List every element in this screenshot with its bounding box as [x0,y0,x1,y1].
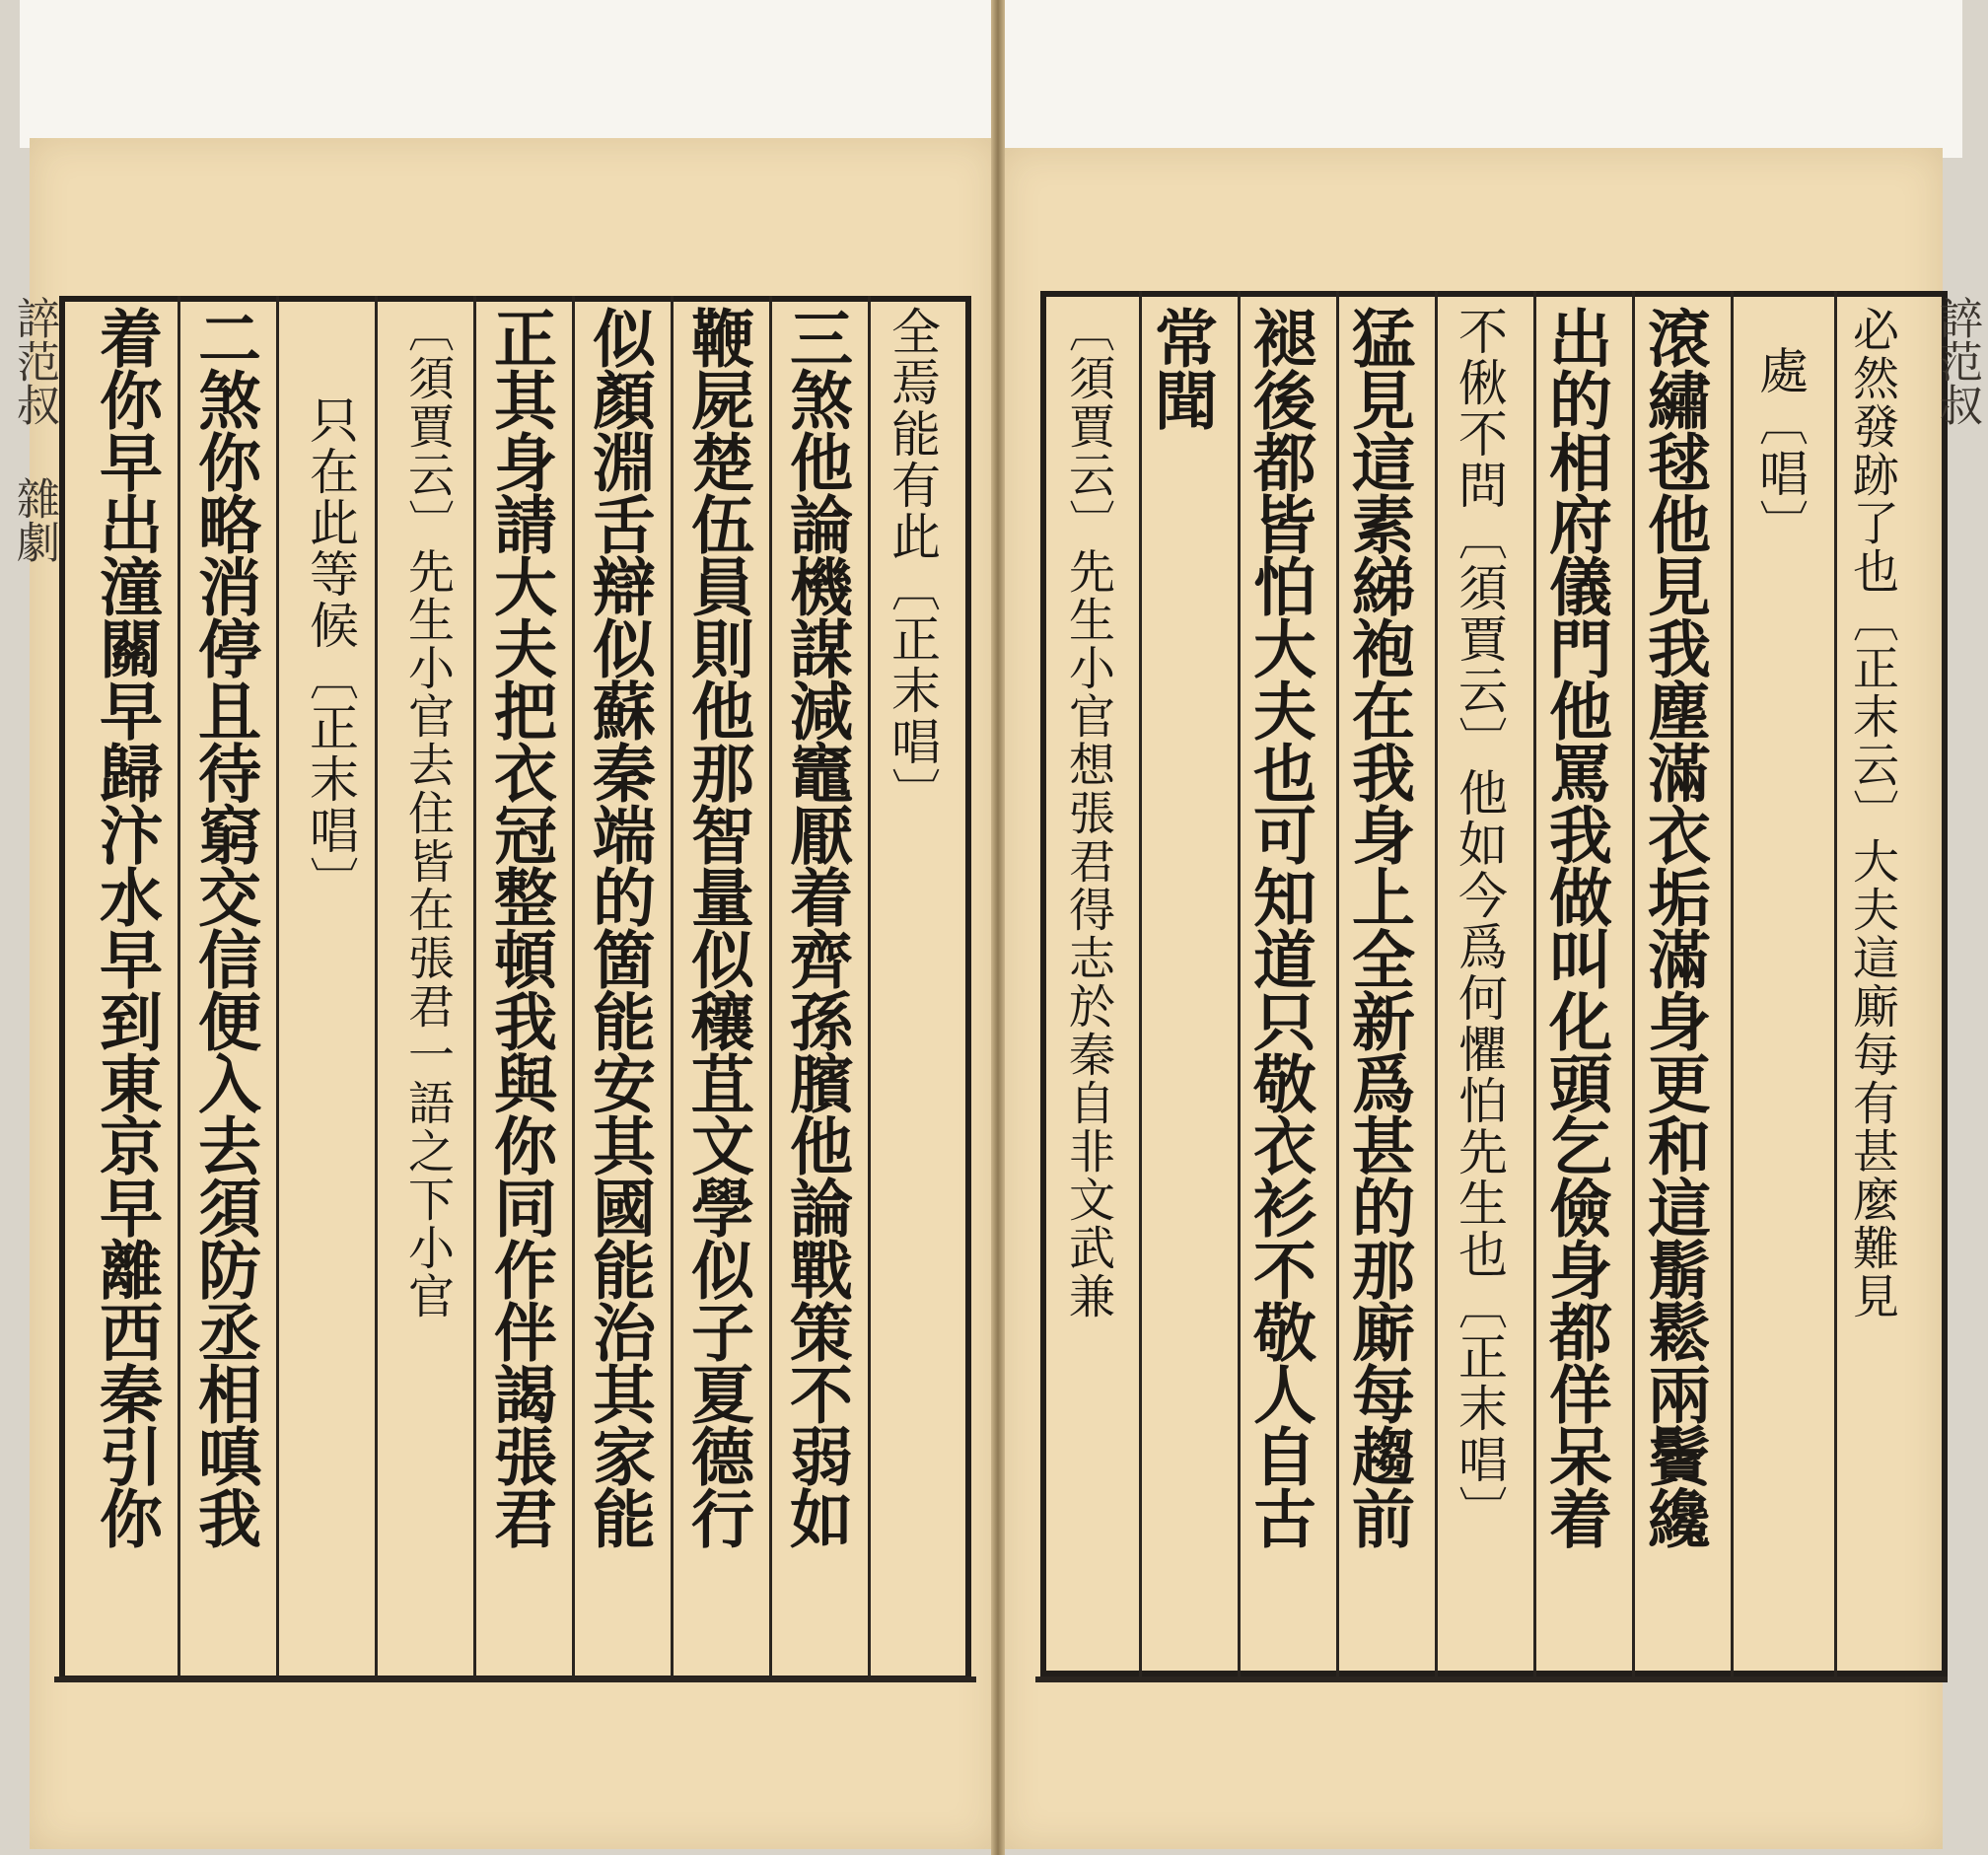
right-col-rule [1632,291,1635,1681]
left-col-rule [868,296,871,1681]
left-col-rule [375,296,378,1681]
book-gutter [991,0,1005,1855]
left-column-9: 着你早出潼關早歸汴水早到東京早離西秦引你 [89,306,163,1548]
right-column-1: 必然發跡了也〔正末云〕大夫這廝每有甚麼難見 [1845,306,1899,1320]
right-col-rule [1834,291,1837,1681]
left-page-top-edge [20,0,996,148]
right-column-5: 不偢不問〔須賈云〕他如今爲何懼怕先生也〔正末唱〕 [1451,306,1508,1536]
left-column-5: 正其身請大夫把衣冠整頓我與你同作伴謁張君 [483,306,557,1548]
right-col-rule [1435,291,1438,1681]
left-column-2: 三煞他論機謀減竈厭着齊孫臏他論戰策不弱如 [779,306,853,1548]
right-column-8: 常聞 [1144,306,1218,430]
left-column-1: 全焉能有此〔正末唱〕 [884,306,941,819]
right-column-4: 出的相府儀門他罵我做叫化頭乞儉身都佯呆着 [1538,306,1612,1548]
right-column-6: 猛見這素綈袍在我身上全新爲甚的那廝每趨前 [1341,306,1415,1548]
left-margin-title: 誶范叔 雜劇 [9,296,59,563]
right-margin-title: 誶范叔 [1932,296,1982,426]
right-column-3: 滾繡毬他見我塵滿衣垢滿身更和這鬅鬆兩鬢纔 [1637,306,1711,1548]
left-col-rule [276,296,279,1681]
right-col-rule [1238,291,1241,1681]
left-col-rule [473,296,476,1681]
right-column-2: 處〔唱〕 [1751,345,1809,550]
left-col-rule [572,296,575,1681]
right-col-rule [1336,291,1339,1681]
left-col-rule [178,296,180,1681]
left-col-rule [769,296,772,1681]
right-page-top-edge [1001,0,1962,158]
left-column-6: 〔須賈云〕先生小官去住皆在張君一語之下小官 [400,306,455,1320]
left-column-3: 鞭屍楚伍員則他那智量似穰苴文學似子夏德行 [680,306,754,1548]
right-col-rule [1139,291,1142,1681]
right-column-7: 褪後都皆怕大夫也可知道只敬衣衫不敬人自古 [1242,306,1316,1548]
right-column-9: 〔須賈云〕先生小官想張君得志於秦自非文武兼 [1061,306,1115,1320]
right-bottom-border [1035,1677,1948,1682]
right-col-rule [1533,291,1536,1681]
right-col-rule [1731,291,1734,1681]
left-column-8: 二煞你略消停且待窮交信便入去須防丞相嗔我 [187,306,261,1548]
left-bottom-border [54,1677,976,1682]
left-column-7: 只在此等候〔正末唱〕 [302,394,359,907]
left-col-rule [671,296,674,1681]
left-column-4: 似顏淵舌辯似蘇秦端的箇能安其國能治其家能 [582,306,656,1548]
